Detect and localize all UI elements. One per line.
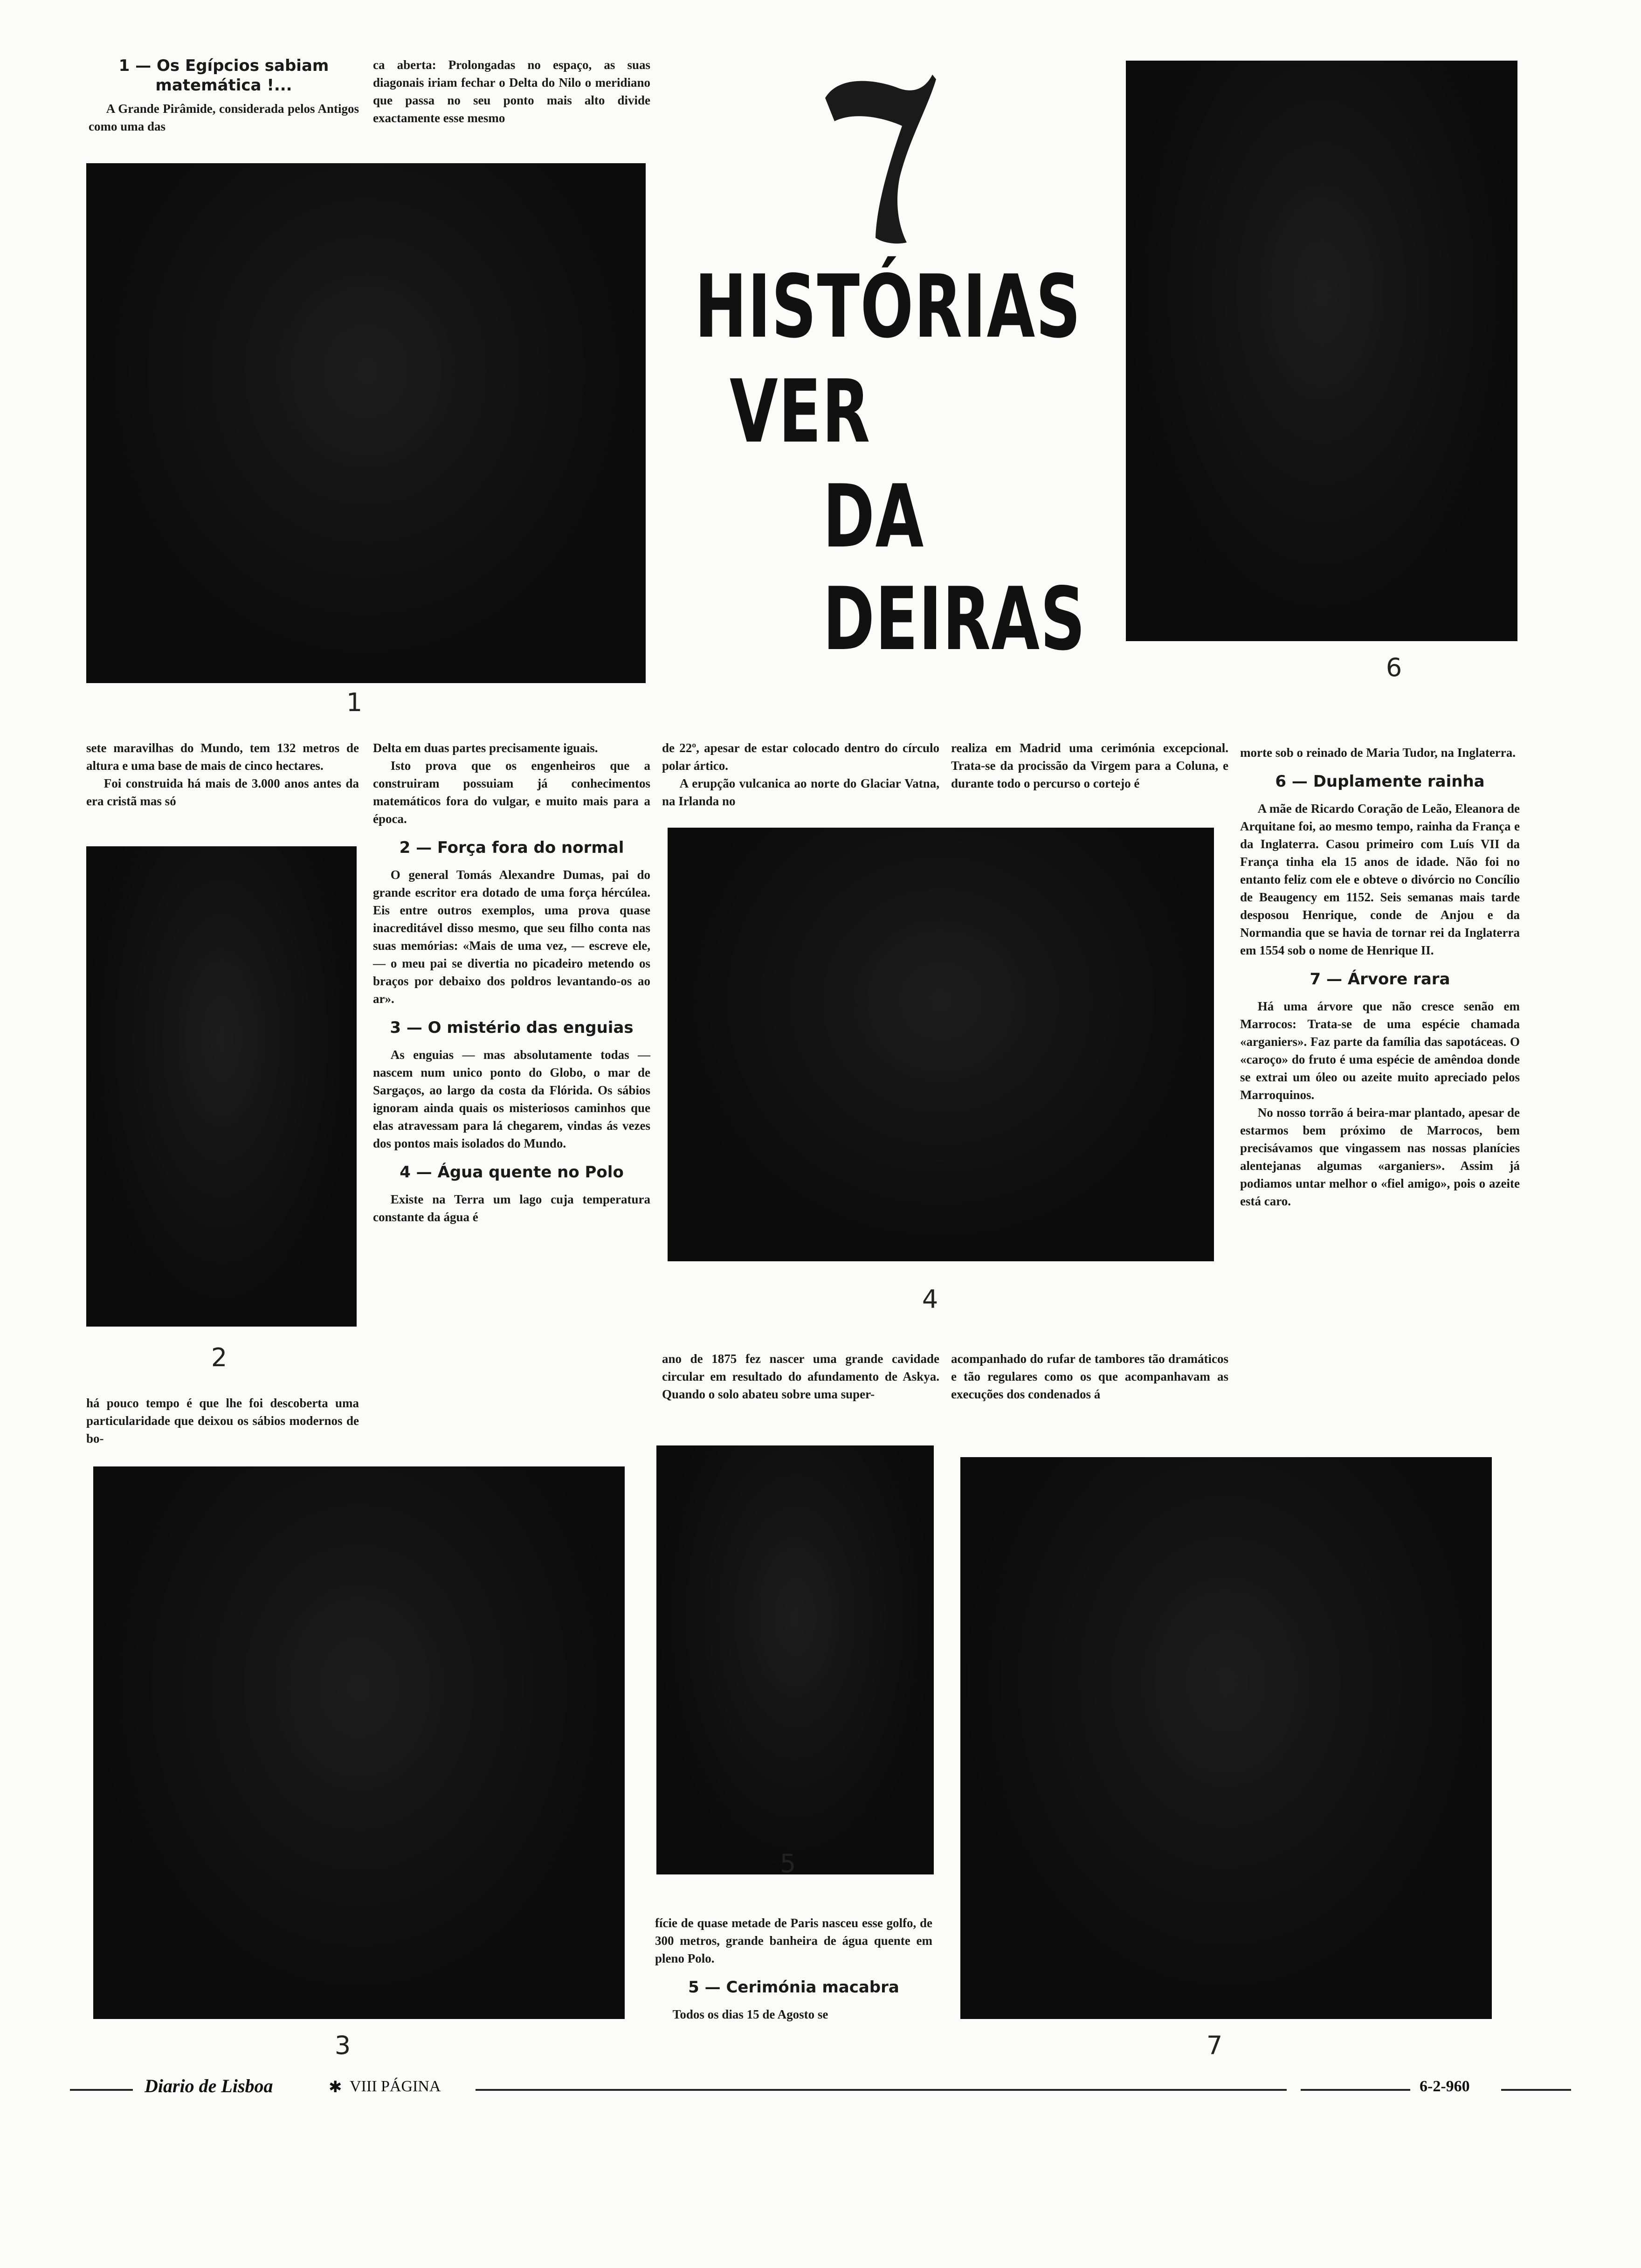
story2-text: O general Tomás Alexandre Dumas, pai do grande escritor era dotado de uma força hércúlea. Eis entre outros exemplos, uma prova quase inacreditável disso mesmo, que seu filho conta nas suas memórias: «Mais de uma vez, — escreve ele, — o meu pai se divertia no picadeiro metendo os braços por debaixo dos poldros levantando-os ao ar». xyxy=(373,868,650,1006)
story1-cont-left xyxy=(86,1394,359,1447)
story5-text-d: morte sob o reinado de Maria Tudor, na Inglaterra. xyxy=(1240,746,1516,760)
photo-2 xyxy=(86,846,357,1327)
story5-text-c: acompanhado do rufar de tambores tão dramáticos e tão regulares como os que acompanhavam as execuções dos condenados á xyxy=(951,1352,1228,1401)
title-line-3: DA xyxy=(823,466,924,567)
story4-text-d: ano de 1875 fez nascer uma grande cavidade circular em resultado do afundamento de Askya. Quando o solo abateu sobre uma super- xyxy=(662,1352,939,1401)
story1-header-left xyxy=(89,56,359,135)
story1-cont-left-text: há pouco tempo é que lhe foi descoberta uma particularidade que deixou os sábios modernos de bo- xyxy=(86,1396,359,1445)
story1-top-right-text: ca aberta: Prolongadas no espaço, as suas diagonais iriam fechar o Delta do Nilo o meridiano que passa no seu ponto mais alto divide exactamente esse mesmo xyxy=(373,58,650,125)
footer-rule-left xyxy=(70,2089,133,2091)
story5-text-a: Todos os dias 15 de Agosto se xyxy=(672,2007,828,2021)
story5-heading: 5 — Cerimónia macabra xyxy=(688,1978,899,1997)
story1-top-right xyxy=(373,56,650,127)
story4-text-a: Existe na Terra um lago cuja temperatura constante da água é xyxy=(373,1192,650,1224)
story1-below-p2: Foi construida há mais de 3.000 anos antes da era cristã mas só xyxy=(86,776,359,808)
photo-5 xyxy=(656,1445,934,1874)
title-numeral-seven xyxy=(820,64,937,247)
title-numeral-text: 7 xyxy=(820,64,824,72)
story1-cont-mid-p1: Delta em duas partes precisamente iguais. xyxy=(373,741,598,755)
photo-4 xyxy=(668,828,1214,1261)
column-3-lower xyxy=(662,1350,939,1403)
photo-6 xyxy=(1126,61,1517,641)
story1-cont-mid-p2: Isto prova que os engenheiros que a construiram possuiam já conhecimentos matemáticos fora do vulgar, e muito mais para a época. xyxy=(373,759,650,826)
footer-rule-middle xyxy=(476,2089,1287,2091)
column-4-top xyxy=(951,739,1228,792)
footer-date: 6-2-960 xyxy=(1420,2078,1470,2095)
footer-star: ✱ xyxy=(329,2079,342,2096)
column-5 xyxy=(1240,744,1520,1210)
title-line-2: VER xyxy=(730,361,871,462)
column-3-top xyxy=(662,739,939,810)
story4-heading: 4 — Água quente no Polo xyxy=(400,1163,624,1182)
story7-text-p2: No nosso torrão á beira-mar plantado, apesar de estarmos bem próximo de Marrocos, bem precisávamos que vingassem nas nossas planícies alentejanas algumas «arganiers». Assim já podiamos untar melhor o «fiel amigo», pois o azeite está caro. xyxy=(1240,1106,1520,1208)
photo-3 xyxy=(93,1466,625,2019)
story7-text-p1: Há uma árvore que não cresce senão em Marrocos: Trata-se de uma espécie chamada «arganiers». Faz parte da família das sapotáceas. O «caroço» do fruto é uma espécie de amêndoa donde se extrai um óleo ou azeite muito apreciado pelos Marroquinos. xyxy=(1240,999,1520,1102)
story4-text-b: de 22º, apesar de estar colocado dentro do círculo polar ártico. xyxy=(662,741,939,773)
footer-page-number: VIII PÁGINA xyxy=(350,2078,441,2095)
footer-masthead: Diario de Lisboa xyxy=(145,2075,273,2096)
photo-number-2: 2 xyxy=(211,1343,228,1372)
page-footer xyxy=(70,2075,1515,2103)
story1-top-left-text: A Grande Pirâmide, considerada pelos Antigos como uma das xyxy=(89,102,359,133)
story1-heading-line2: matemática !... xyxy=(155,76,292,95)
story1-below-p1: sete maravilhas do Mundo, tem 132 metros de altura e uma base de mais de cinco hectares. xyxy=(86,741,359,773)
photo-number-1: 1 xyxy=(346,688,363,717)
column-3-bottom xyxy=(655,1914,932,2023)
footer-rule-right xyxy=(1501,2089,1571,2091)
photo-number-3: 3 xyxy=(334,2031,351,2060)
story1-below-left xyxy=(86,739,359,810)
story7-heading: 7 — Árvore rara xyxy=(1310,970,1450,989)
footer-rule-middle-2 xyxy=(1301,2089,1410,2091)
story6-text: A mãe de Ricardo Coração de Leão, Eleanora de Arquitane foi, ao mesmo tempo, rainha da França e da Inglaterra. Casou primeiro com Luís VII da França tinha ela 15 anos de idade. Não foi no entanto feliz com ele e obteve o divórcio no Concílio de Beaugency em 1152. Seis semanas mais tarde desposou Henrique, conde de Anjou e da Normandia que se havia de tornar rei da Inglaterra em 1554 sob o nome de Henrique II. xyxy=(1240,802,1520,957)
story6-heading: 6 — Duplamente rainha xyxy=(1275,772,1485,791)
story1-heading xyxy=(89,56,359,95)
photo-number-7: 7 xyxy=(1206,2031,1223,2060)
story3-heading: 3 — O mistério das enguias xyxy=(390,1018,634,1037)
photo-number-5: 5 xyxy=(779,1849,796,1878)
photo-number-6: 6 xyxy=(1386,653,1402,682)
story4-text-e: fície de quase metade de Paris nasceu esse golfo, de 300 metros, grande banheira de água quente em pleno Polo. xyxy=(655,1916,932,1965)
column-4-lower xyxy=(951,1350,1228,1403)
photo-1 xyxy=(86,163,646,683)
photo-number-4: 4 xyxy=(922,1285,938,1314)
story3-text: As enguias — mas absolutamente todas — nascem num unico ponto do Globo, o mar de Sargaços, ao largo da costa da Flórida. Os sábios ignoram ainda quais os misteriosos caminhos que elas atravessam para lá chegarem, vindas ás vezes dos pontos mais isolados do Mundo. xyxy=(373,1048,650,1150)
story5-text-b: realiza em Madrid uma cerimónia excepcional. Trata-se da procissão da Virgem para a Coluna, e durante todo o percurso o cortejo é xyxy=(951,741,1228,790)
title-line-4: DEIRAS xyxy=(823,568,1086,670)
title-line-1: HISTÓRIAS xyxy=(695,256,1082,357)
photo-7 xyxy=(960,1457,1492,2019)
story2-heading: 2 — Força fora do normal xyxy=(399,838,624,857)
column-2 xyxy=(373,739,650,1226)
story4-text-c: A erupção vulcanica ao norte do Glaciar Vatna, na Irlanda no xyxy=(662,776,939,808)
story1-heading-line1: 1 — Os Egípcios sabiam xyxy=(118,56,329,75)
